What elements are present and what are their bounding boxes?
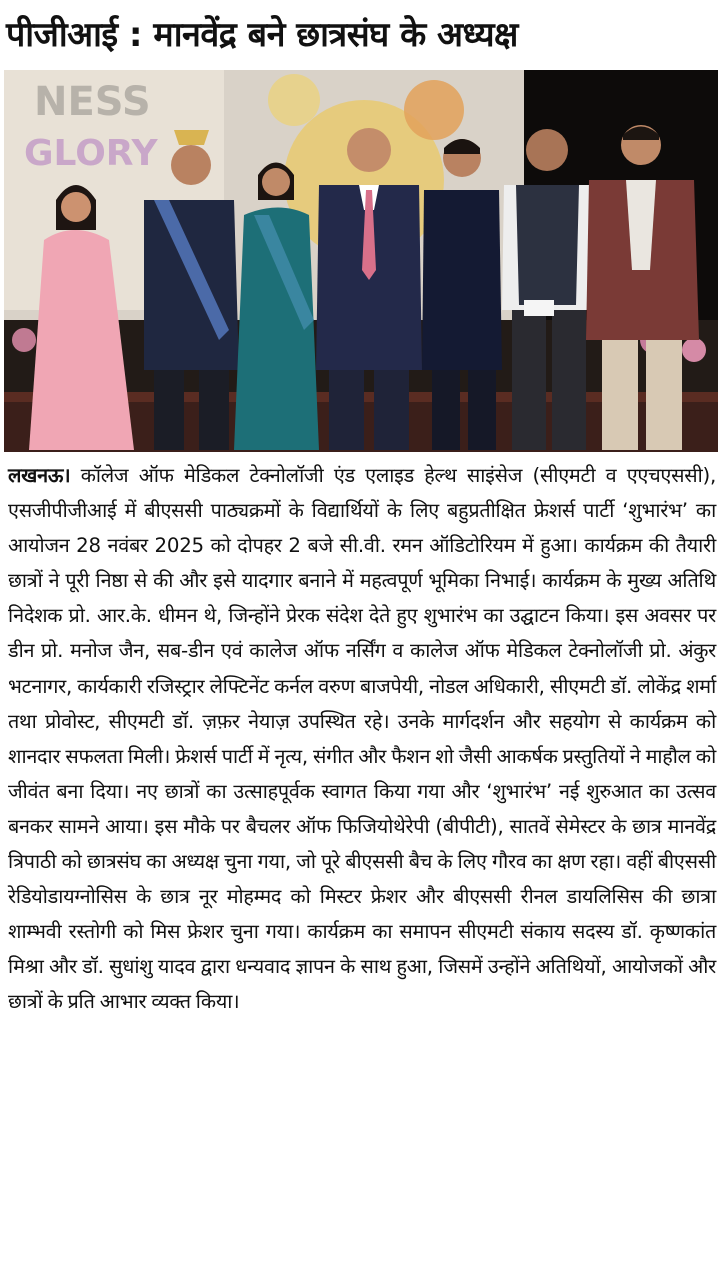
banner-text-2: GLORY (24, 133, 158, 174)
banner-text-1: NESS (34, 79, 151, 125)
group-photo-illustration (4, 70, 718, 452)
event-photo (4, 70, 718, 452)
article-body (8, 458, 716, 1020)
article-text: कॉलेज ऑफ मेडिकल टेक्नोलॉजी एंड एलाइड हेल्थ साइंसेज (सीएमटी व एएचएससी), एसजीपीजीआई में बीएससी पाठ्यक्रमों के विद्यार्थियों के लिए बहुप्रतीक्षित फ्रेशर्स पार्टी ‘शुभारंभ’ का आयोजन 28 नवंबर 2025 को दोपहर 2 बजे सी.वी. रमन ऑडिटोरियम में हुआ। कार्यक्रम की तैयारी छात्रों ने पूरी निष्ठा से की और इसे यादगार बनाने में महत्वपूर्ण भूमिका निभाई। कार्यक्रम के मुख्य अतिथि निदेशक प्रो. आर.के. धीमन थे, जिन्होंने प्रेरक संदेश देते हुए शुभारंभ का उद्घाटन किया। इस अवसर पर डीन प्रो. मनोज जैन, सब-डीन एवं कालेज ऑफ नर्सिंग व कालेज ऑफ मेडिकल टेक्नोलॉजी प्रो. अंकुर भटनागर, कार्यकारी रजिस्ट्रार लेफ्टिनेंट कर्नल वरुण बाजपेयी, नोडल अधिकारी, सीएमटी डॉ. लोकेंद्र शर्मा तथा प्रोवोस्ट, सीएमटी डॉ. ज़फ़र नेयाज़ उपस्थित रहे। उनके मार्गदर्शन और सहयोग से कार्यक्रम को शानदार सफलता मिली। फ्रेशर्स पार्टी में नृत्य, संगीत और फैशन शो जैसी आकर्षक प्रस्तुतियों ने माहौल को जीवंत बना दिया। नए छात्रों का उत्साहपूर्वक स्वागत किया गया और ‘शुभारंभ’ नई शुरुआत का उत्सव बनकर सामने आया। इस मौके पर बैचलर ऑफ फिजियोथेरेपी (बीपीटी), सातवें सेमेस्टर के छात्र मानवेंद्र त्रिपाठी को छात्रसंघ का अध्यक्ष चुना गया, जो पूरे बीएससी बैच के लिए गौरव का क्षण रहा। वहीं बीएससी रेडियोडायग्नोसिस के छात्र नूर मोहम्मद को मिस्टर फ्रेशर और बीएससी रीनल डायलिसिस की छात्रा शाम्भवी रस्तोगी को मिस फ्रेशर चुना गया। कार्यक्रम का समापन सीएमटी संकाय सदस्य डॉ. कृष्णकांत मिश्रा और डॉ. सुधांशु यादव द्वारा धन्यवाद ज्ञापन के साथ हुआ, जिसमें उन्होंने अतिथियों, आयोजकों और छात्रों के प्रति आभार व्यक्त किया। (8, 464, 716, 1014)
dateline: लखनऊ। (8, 464, 71, 487)
headline: पीजीआई : मानवेंद्र बने छात्रसंघ के अध्यक्ष (6, 15, 518, 55)
